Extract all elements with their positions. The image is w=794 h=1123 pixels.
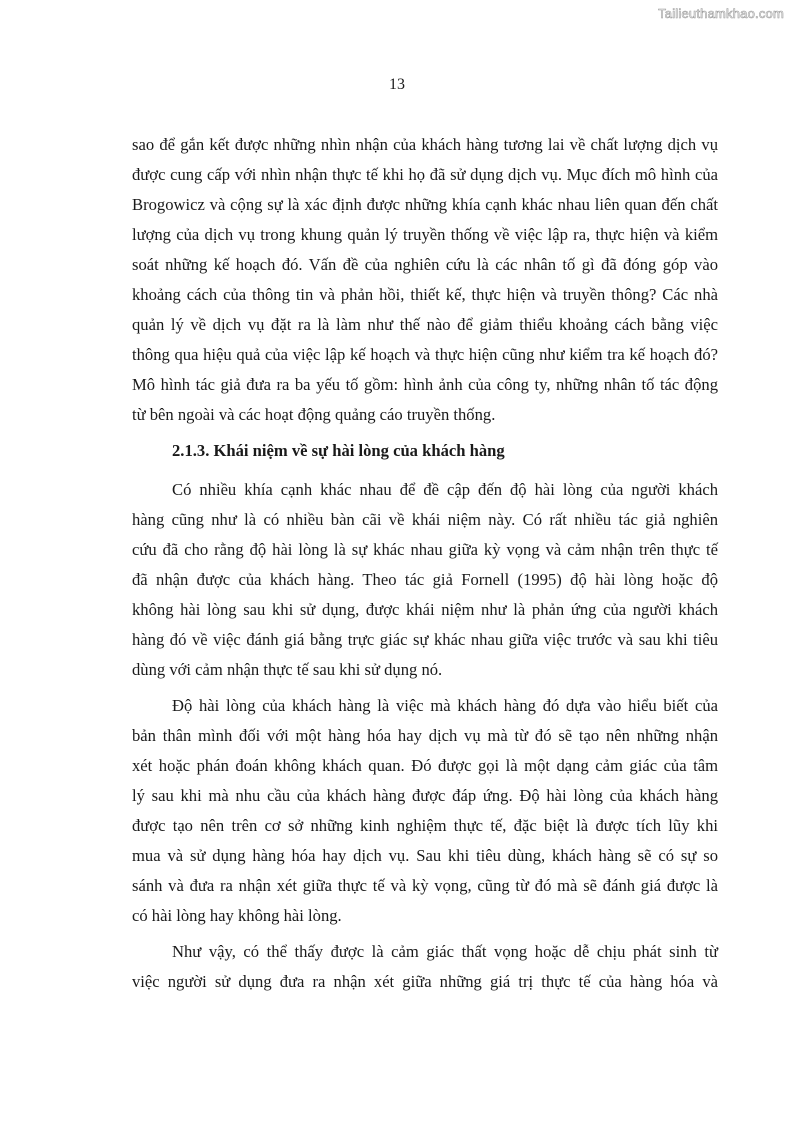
text-line: Độ hài lòng của khách hàng là việc mà khách hàng đó dựa vào hiểu biết của bbox=[172, 696, 718, 715]
text-line: Brogowicz và cộng sự là xác định được những khía cạnh khác nhau liên quan đến chất bbox=[132, 195, 718, 214]
text-line: cứu đã cho rằng độ hài lòng là sự khác nhau giữa kỳ vọng và cảm nhận trên thực tế bbox=[132, 540, 718, 559]
text-line: việc người sử dụng đưa ra nhận xét giữa những giá trị thực tế của hàng hóa và bbox=[132, 972, 718, 991]
text-line: thông qua hiệu quả của việc lập kế hoạch và thực hiện cũng như kiểm tra kế hoạch đó? bbox=[132, 345, 718, 364]
text-line: dùng với cảm nhận thực tế sau khi sử dụng nó. bbox=[132, 660, 443, 679]
text-line: đã nhận được của khách hàng. Theo tác giả Fornell (1995) độ hài lòng hoặc độ bbox=[132, 570, 718, 589]
text-line: lý sau khi mà nhu cầu của khách hàng được đáp ứng. Độ hài lòng của khách hàng bbox=[132, 786, 718, 805]
text-line: được cung cấp với nhìn nhận thực tế khi họ đã sử dụng dịch vụ. Mục đích mô hình của bbox=[132, 165, 718, 184]
text-line: lượng của dịch vụ trong khung quản lý truyền thống về việc lập ra, thực hiện và kiểm bbox=[132, 225, 718, 244]
text-line: khoảng cách của thông tin và phản hồi, thiết kế, thực hiện và truyền thông? Các nhà bbox=[132, 285, 718, 304]
text-line: hàng cũng như là có nhiều bàn cãi về khái niệm này. Có rất nhiều tác giả nghiên bbox=[132, 510, 718, 529]
text-line: xét hoặc phán đoán không khách quan. Đó được gọi là một dạng cảm giác của tâm bbox=[132, 756, 718, 775]
text-line: mua và sử dụng hàng hóa hay dịch vụ. Sau khi tiêu dùng, khách hàng sẽ có sự so bbox=[132, 846, 718, 865]
section-heading: 2.1.3. Khái niệm về sự hài lòng của khách hàng bbox=[172, 441, 505, 460]
text-line: sánh và đưa ra nhận xét giữa thực tế và kỳ vọng, cũng từ đó mà sẽ đánh giá được là bbox=[132, 876, 718, 895]
watermark: Tailieuthamkhao.com bbox=[658, 6, 784, 21]
text-line: Mô hình tác giả đưa ra ba yếu tố gồm: hình ảnh của công ty, những nhân tố tác động bbox=[132, 375, 718, 394]
text-line: Có nhiều khía cạnh khác nhau để đề cập đến độ hài lòng của người khách bbox=[172, 480, 718, 499]
text-line: không hài lòng sau khi sử dụng, được khái niệm như là phản ứng của người khách bbox=[132, 600, 718, 619]
text-line: sao để gắn kết được những nhìn nhận của khách hàng tương lai về chất lượng dịch vụ bbox=[132, 135, 718, 154]
text-line: có hài lòng hay không hài lòng. bbox=[132, 906, 342, 925]
text-line: được tạo nên trên cơ sở những kinh nghiệm thực tế, đặc biệt là được tích lũy khi bbox=[132, 816, 718, 835]
text-line: hàng đó về việc đánh giá bằng trực giác sự khác nhau giữa việc trước và sau khi tiêu bbox=[132, 630, 718, 649]
text-line: quản lý về dịch vụ đặt ra là làm như thế nào để giảm thiểu khoảng cách bằng việc bbox=[132, 315, 718, 334]
text-line: bản thân mình đối với một hàng hóa hay dịch vụ mà từ đó sẽ tạo nên những nhận bbox=[132, 726, 718, 745]
text-line: soát những kế hoạch đó. Vấn đề của nghiên cứu là các nhân tố gì đã đóng góp vào bbox=[132, 255, 718, 274]
page-number: 13 bbox=[389, 76, 405, 93]
text-line: từ bên ngoài và các hoạt động quảng cáo truyền thống. bbox=[132, 405, 496, 424]
text-line: Như vậy, có thể thấy được là cảm giác thất vọng hoặc dễ chịu phát sinh từ bbox=[172, 942, 718, 961]
